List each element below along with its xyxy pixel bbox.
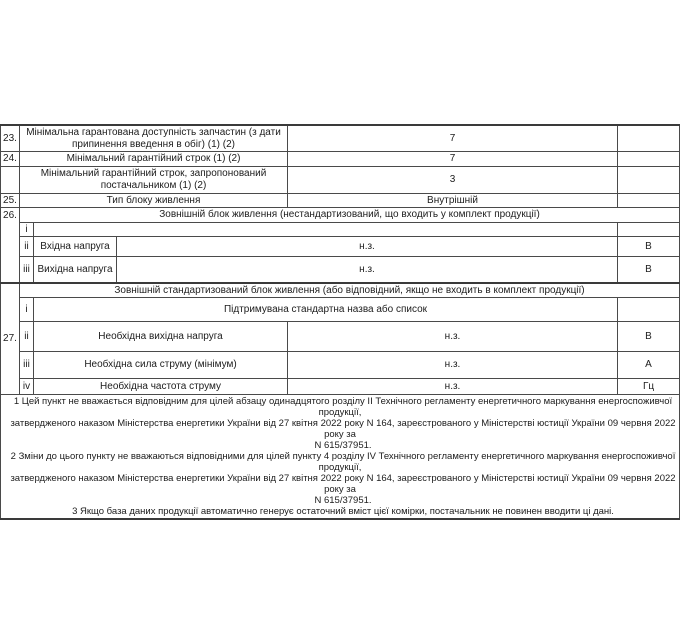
row-subindex: iv bbox=[20, 379, 34, 395]
row-number: 26. bbox=[1, 208, 20, 283]
row-value: н.з. bbox=[288, 352, 618, 379]
table-row-26-iii bbox=[1, 257, 680, 283]
footnote-2-line-3: N 615/37951. bbox=[314, 495, 372, 506]
row-label: Необхідна частота струму bbox=[34, 379, 288, 395]
table-row-27-i bbox=[1, 298, 680, 322]
row-merged-cell bbox=[34, 222, 618, 237]
row-number: 27. bbox=[1, 283, 20, 395]
row-label: Вхідна напруга bbox=[34, 237, 117, 257]
row-label: Необхідна вихідна напруга bbox=[34, 322, 288, 352]
table-row-24 bbox=[1, 152, 680, 167]
row-value: 7 bbox=[288, 152, 618, 167]
row-label: Мінімальний гарантійний строк, запропонований постачальником (1) (2) bbox=[20, 166, 288, 193]
row-subindex: i bbox=[20, 298, 34, 322]
row-unit: А bbox=[618, 352, 680, 379]
row-subindex: ii bbox=[20, 237, 34, 257]
table-row-26-header bbox=[1, 208, 680, 223]
section-header: Зовнішній блок живлення (нестандартизований, що входить у комплект продукції) bbox=[20, 208, 680, 223]
row-value: 7 bbox=[288, 125, 618, 152]
table-row-26-ii bbox=[1, 237, 680, 257]
row-merged-cell: Підтримувана стандартна назва або список bbox=[34, 298, 618, 322]
footnote-2-line-2: затвердженого наказом Міністерства енергетики України від 27 квітня 2022 року N 164, зареєстрованого у Міністерстві юстиції України 09 червня 2022 року за bbox=[10, 473, 676, 495]
row-label: Вихідна напруга bbox=[34, 257, 117, 283]
row-unit bbox=[618, 152, 680, 167]
row-number: 24. bbox=[1, 152, 20, 167]
row-label: Тип блоку живлення bbox=[20, 193, 288, 208]
row-label: Мінімальний гарантійний строк (1) (2) bbox=[20, 152, 288, 167]
table-row-25 bbox=[1, 193, 680, 208]
footnotes-cell bbox=[1, 395, 680, 520]
table-row-supplier-warranty bbox=[1, 166, 680, 193]
table-row-26-i bbox=[1, 222, 680, 237]
row-value: н.з. bbox=[117, 257, 618, 283]
row-unit: В bbox=[618, 257, 680, 283]
row-value: н.з. bbox=[288, 322, 618, 352]
product-info-table bbox=[0, 124, 680, 520]
table-row-27-iv bbox=[1, 379, 680, 395]
row-value: Внутрішній bbox=[288, 193, 618, 208]
footnote-1-line-3: N 615/37951. bbox=[314, 440, 372, 451]
row-label: Мінімальна гарантована доступність запчастин (з дати припинення введення в обіг) (1) (2) bbox=[20, 125, 288, 152]
row-subindex: ii bbox=[20, 322, 34, 352]
table-row-footnotes bbox=[1, 395, 680, 520]
row-number bbox=[1, 166, 20, 193]
row-unit: В bbox=[618, 322, 680, 352]
footnote-1-line-1: 1 Цей пункт не вважається відповідним для цілей абзацу одинадцятого розділу II Технічного регламенту енергетичного маркування енергоспоживчої продукції, bbox=[13, 396, 673, 418]
footnote-3: 3 Якщо база даних продукції автоматично генерує остаточний вміст цієї комірки, постачальник не повинен вводити ці дані. bbox=[72, 506, 614, 517]
row-unit: В bbox=[618, 237, 680, 257]
section-header: Зовнішній стандартизований блок живлення (або відповідний, якщо не входить в комплект продукції) bbox=[20, 283, 680, 298]
table-row-27-iii bbox=[1, 352, 680, 379]
row-unit bbox=[618, 298, 680, 322]
table-row-27-header bbox=[1, 283, 680, 298]
row-unit bbox=[618, 166, 680, 193]
row-subindex: iii bbox=[20, 352, 34, 379]
row-value: н.з. bbox=[117, 237, 618, 257]
table-row-27-ii bbox=[1, 322, 680, 352]
row-label: Необхідна сила струму (мінімум) bbox=[34, 352, 288, 379]
row-unit bbox=[618, 125, 680, 152]
row-unit bbox=[618, 222, 680, 237]
row-subindex: i bbox=[20, 222, 34, 237]
footnote-1-line-2: затвердженого наказом Міністерства енергетики України від 27 квітня 2022 року N 164, зареєстрованого у Міністерстві юстиції України 09 червня 2022 року за bbox=[10, 418, 676, 440]
row-number: 25. bbox=[1, 193, 20, 208]
row-unit bbox=[618, 193, 680, 208]
row-unit: Гц bbox=[618, 379, 680, 395]
footnote-2-line-1: 2 Зміни до цього пункту не вважаються відповідними для цілей пункту 4 розділу IV Технічного регламенту енергетичного маркування енергоспоживчої продукції, bbox=[10, 451, 676, 473]
row-subindex: iii bbox=[20, 257, 34, 283]
row-number: 23. bbox=[1, 125, 20, 152]
row-value: н.з. bbox=[288, 379, 618, 395]
table-row-23 bbox=[1, 125, 680, 152]
row-value: 3 bbox=[288, 166, 618, 193]
